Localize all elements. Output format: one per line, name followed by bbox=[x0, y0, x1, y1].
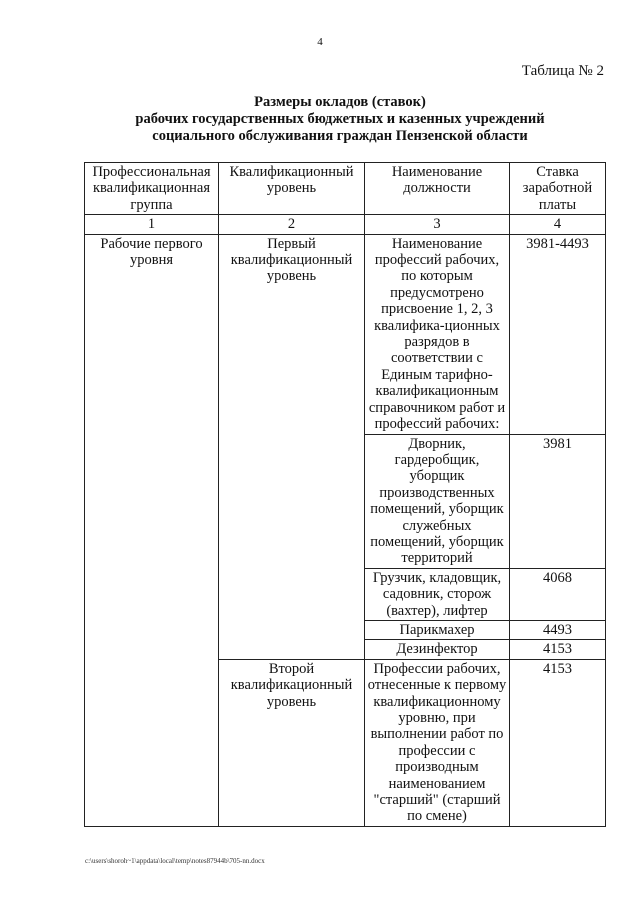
column-number: 3 bbox=[365, 215, 510, 234]
column-number: 2 bbox=[219, 215, 365, 234]
position-cell: Грузчик, кладовщик, садовник, сторож (вахтер), лифтер bbox=[365, 568, 510, 620]
table-label: Таблица № 2 bbox=[521, 63, 604, 79]
header-position: Наименование должности bbox=[365, 163, 510, 215]
position-cell: Профессии рабочих, отнесенные к первому квалификационному уровню, при выполнении работ по профессии с производным наименованием "старший" (старший по смене) bbox=[365, 659, 510, 826]
column-number: 4 bbox=[510, 215, 606, 234]
table-row bbox=[85, 234, 606, 434]
position-cell: Дворник, гардеробщик, уборщик производственных помещений, уборщик служебных помещений, уборщик территорий bbox=[365, 434, 510, 568]
level-cell-second: Второй квалификационный уровень bbox=[219, 659, 365, 826]
rate-cell: 3981-4493 bbox=[510, 234, 606, 434]
title-line-3: социального обслуживания граждан Пензенской области bbox=[152, 128, 528, 144]
salary-table bbox=[84, 162, 606, 827]
rate-cell: 4153 bbox=[510, 659, 606, 826]
rate-cell: 4493 bbox=[510, 620, 606, 639]
file-path-footer: c:\users\shoroh~1\appdata\local\temp\notes87944b\705-nn.docx bbox=[85, 857, 265, 865]
position-cell: Дезинфектор bbox=[365, 640, 510, 659]
header-level: Квалификационный уровень bbox=[219, 163, 365, 215]
header-row bbox=[85, 163, 606, 215]
title-line-2: рабочих государственных бюджетных и казенных учреждений bbox=[135, 111, 545, 127]
level-cell-first: Первый квалификационный уровень bbox=[219, 234, 365, 659]
header-rate: Ставка заработной платы bbox=[510, 163, 606, 215]
column-number-row bbox=[85, 215, 606, 234]
title-line-1: Размеры окладов (ставок) bbox=[254, 94, 426, 110]
group-cell: Рабочие первого уровня bbox=[85, 234, 219, 826]
header-group: Профессиональная квалификационная группа bbox=[85, 163, 219, 215]
column-number: 1 bbox=[85, 215, 219, 234]
table-title bbox=[80, 94, 600, 145]
rate-cell: 4153 bbox=[510, 640, 606, 659]
page-number: 4 bbox=[317, 36, 323, 48]
rate-cell: 4068 bbox=[510, 568, 606, 620]
position-cell: Парикмахер bbox=[365, 620, 510, 639]
position-cell: Наименование профессий рабочих, по которым предусмотрено присвоение 1, 2, 3 квалифика-ционных разрядов в соответствии с Единым тарифно-квалификационным справочником работ и профессий рабочих: bbox=[365, 234, 510, 434]
rate-cell: 3981 bbox=[510, 434, 606, 568]
